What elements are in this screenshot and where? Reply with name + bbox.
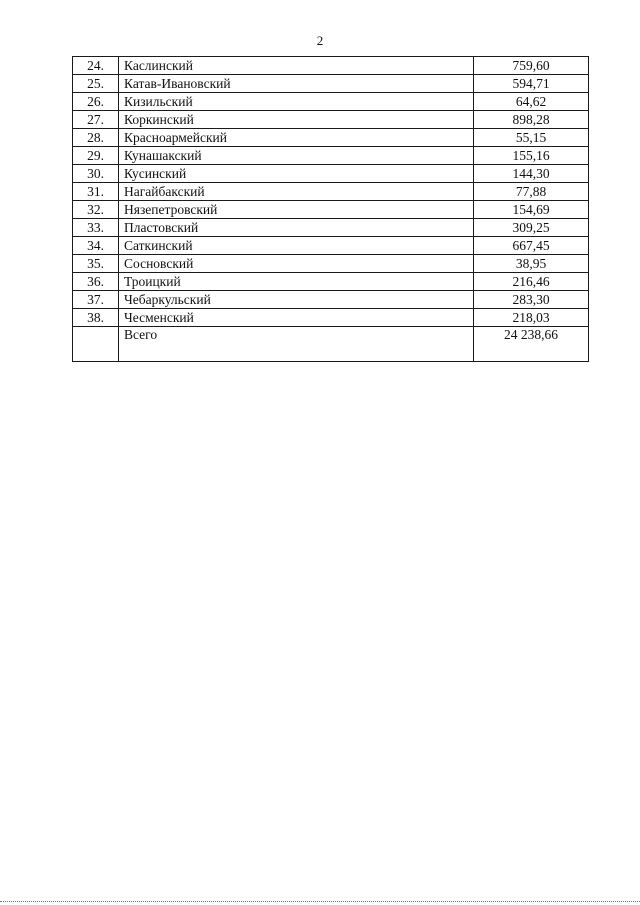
row-number: 29. (73, 147, 119, 165)
table-row (73, 183, 589, 201)
table-row (73, 237, 589, 255)
amount-value: 77,88 (474, 183, 589, 201)
district-name: Каслинский (119, 57, 474, 75)
row-number: 31. (73, 183, 119, 201)
amount-value: 55,15 (474, 129, 589, 147)
row-number: 36. (73, 273, 119, 291)
amount-value: 218,03 (474, 309, 589, 327)
table-row (73, 57, 589, 75)
district-name: Нагайбакский (119, 183, 474, 201)
table-row (73, 75, 589, 93)
amount-value: 38,95 (474, 255, 589, 273)
amount-value: 309,25 (474, 219, 589, 237)
bottom-divider (0, 901, 640, 902)
amount-value: 283,30 (474, 291, 589, 309)
total-row (73, 327, 589, 362)
district-name: Саткинский (119, 237, 474, 255)
table-row (73, 291, 589, 309)
district-name: Кизильский (119, 93, 474, 111)
row-number: 38. (73, 309, 119, 327)
amount-value: 759,60 (474, 57, 589, 75)
row-number: 33. (73, 219, 119, 237)
amount-value: 594,71 (474, 75, 589, 93)
district-name: Катав-Ивановский (119, 75, 474, 93)
total-value: 24 238,66 (474, 327, 589, 362)
row-number: 30. (73, 165, 119, 183)
district-name: Коркинский (119, 111, 474, 129)
amount-value: 155,16 (474, 147, 589, 165)
district-name: Кусинский (119, 165, 474, 183)
row-number: 37. (73, 291, 119, 309)
amount-value: 216,46 (474, 273, 589, 291)
table-row (73, 255, 589, 273)
total-number (73, 327, 119, 362)
allocation-table (72, 56, 589, 362)
table-row (73, 165, 589, 183)
table-row (73, 129, 589, 147)
district-name: Троицкий (119, 273, 474, 291)
district-name: Кунашакский (119, 147, 474, 165)
table-row (73, 201, 589, 219)
amount-value: 144,30 (474, 165, 589, 183)
amount-value: 667,45 (474, 237, 589, 255)
amount-value: 64,62 (474, 93, 589, 111)
row-number: 25. (73, 75, 119, 93)
row-number: 27. (73, 111, 119, 129)
total-label: Всего (119, 327, 474, 362)
row-number: 35. (73, 255, 119, 273)
amount-value: 154,69 (474, 201, 589, 219)
district-name: Красноармейский (119, 129, 474, 147)
district-name: Пластовский (119, 219, 474, 237)
table-row (73, 273, 589, 291)
row-number: 28. (73, 129, 119, 147)
row-number: 26. (73, 93, 119, 111)
table-row (73, 93, 589, 111)
row-number: 34. (73, 237, 119, 255)
table-row (73, 219, 589, 237)
page-number: 2 (316, 33, 324, 48)
amount-value: 898,28 (474, 111, 589, 129)
district-name: Сосновский (119, 255, 474, 273)
table-row (73, 111, 589, 129)
district-name: Чебаркульский (119, 291, 474, 309)
district-name: Чесменский (119, 309, 474, 327)
table-row (73, 309, 589, 327)
row-number: 24. (73, 57, 119, 75)
table-row (73, 147, 589, 165)
row-number: 32. (73, 201, 119, 219)
district-name: Нязепетровский (119, 201, 474, 219)
